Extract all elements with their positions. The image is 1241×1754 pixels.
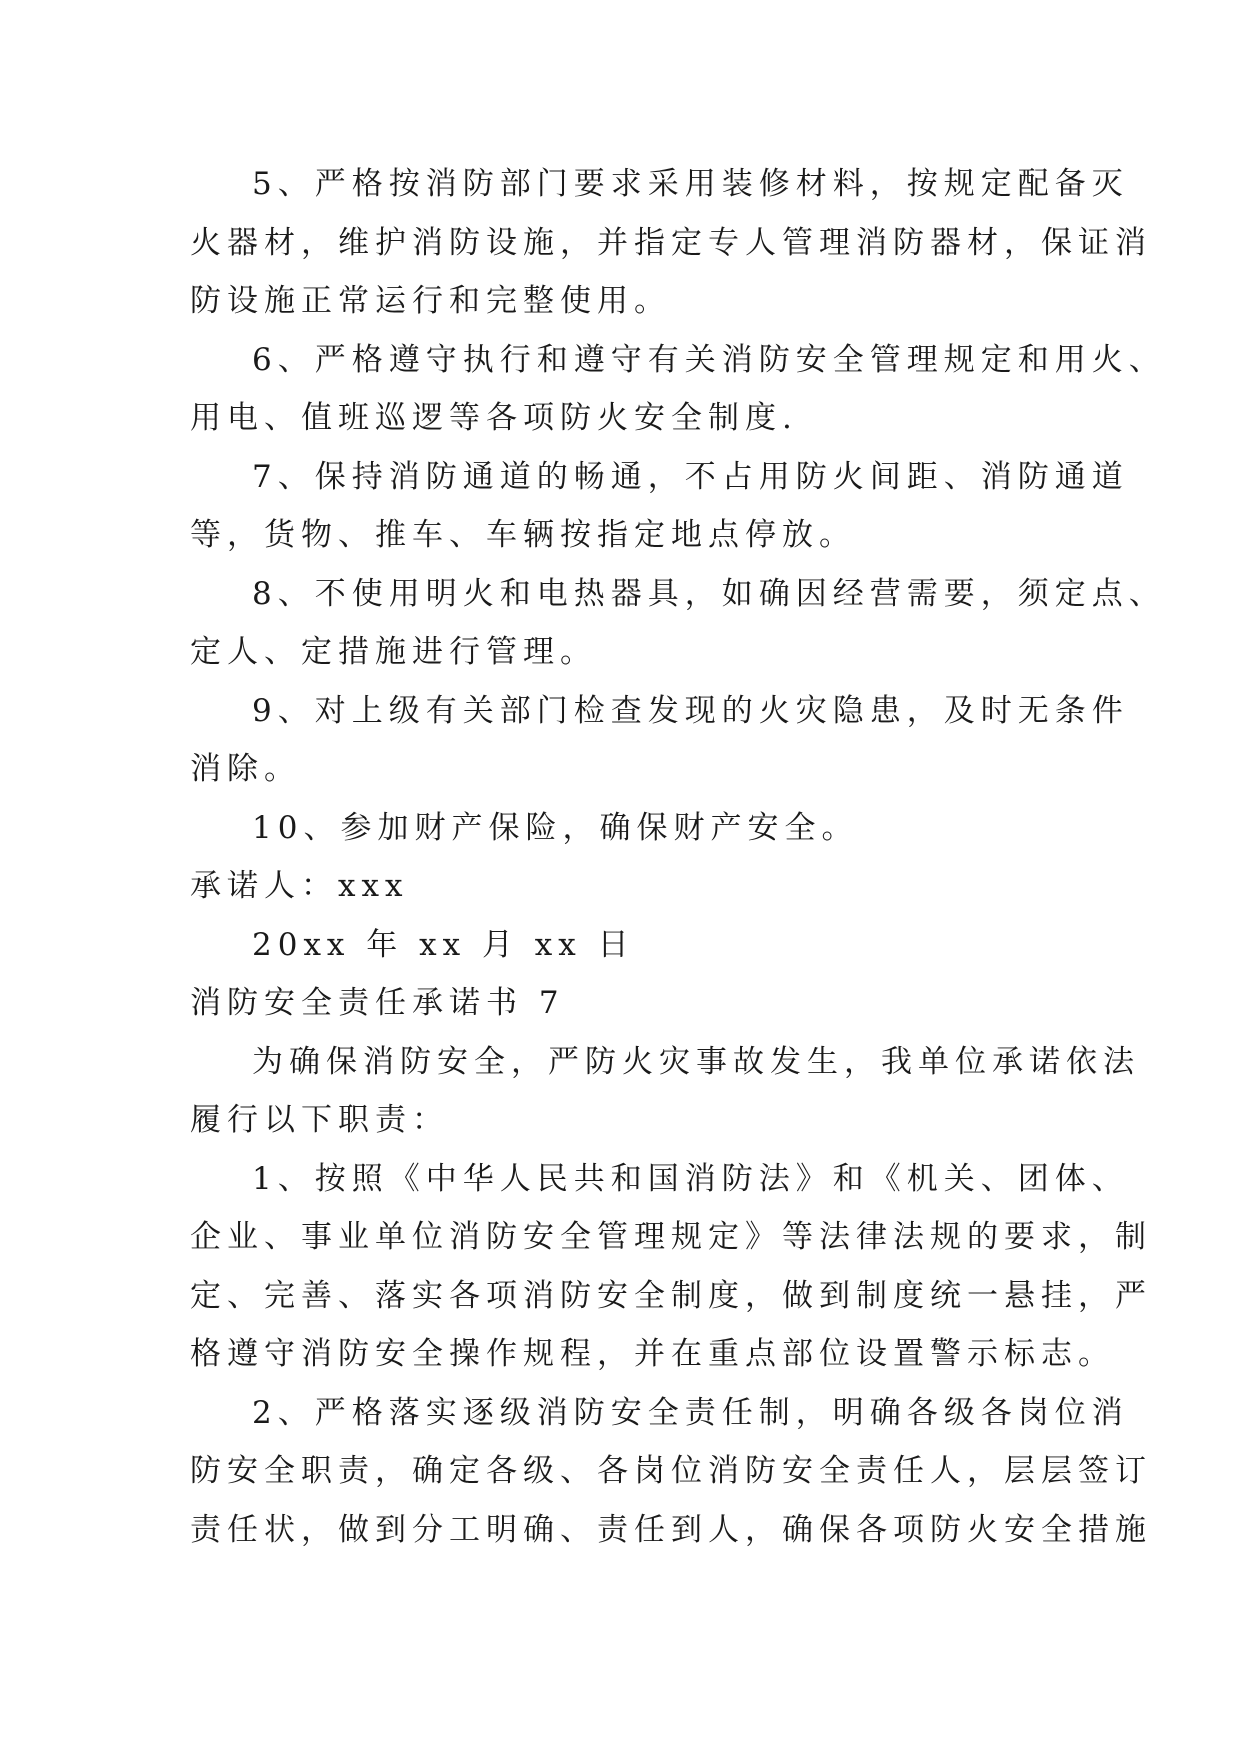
text-line: 9、对上级有关部门检查发现的火灾隐患，及时无条件 bbox=[252, 692, 1129, 729]
section-title: 消防安全责任承诺书 7 bbox=[190, 985, 565, 1021]
date-line: 20xx 年 xx 月 xx 日 bbox=[252, 926, 635, 963]
text-line: 定人、定措施进行管理。 bbox=[190, 634, 597, 670]
text-line: 责任状，做到分工明确、责任到人，确保各项防火安全措施 bbox=[190, 1511, 1152, 1548]
text-line: 防安全职责，确定各级、各岗位消防安全责任人，层层签订 bbox=[190, 1453, 1152, 1489]
text-line: 1、按照《中华人民共和国消防法》和《机关、团体、 bbox=[252, 1160, 1129, 1197]
text-line: 7、保持消防通道的畅通，不占用防火间距、消防通道 bbox=[252, 458, 1129, 495]
text-line: 防设施正常运行和完整使用。 bbox=[190, 283, 671, 319]
text-line: 10、参加财产保险，确保财产安全。 bbox=[252, 809, 859, 846]
text-line: 定、完善、落实各项消防安全制度，做到制度统一悬挂，严 bbox=[190, 1277, 1152, 1314]
text-line: 格遵守消防安全操作规程，并在重点部位设置警示标志。 bbox=[190, 1336, 1115, 1372]
text-line: 5、严格按消防部门要求采用装修材料，按规定配备灭 bbox=[252, 166, 1129, 202]
text-line: 2、严格落实逐级消防安全责任制，明确各级各岗位消 bbox=[252, 1394, 1129, 1431]
text-line: 为确保消防安全，严防火灾事故发生，我单位承诺依法 bbox=[252, 1043, 1140, 1080]
text-line: 火器材，维护消防设施，并指定专人管理消防器材，保证消 bbox=[190, 224, 1152, 261]
text-line: 8、不使用明火和电热器具，如确因经营需要，须定点、 bbox=[252, 575, 1166, 612]
text-line: 等，货物、推车、车辆按指定地点停放。 bbox=[190, 517, 856, 553]
text-line: 6、严格遵守执行和遵守有关消防安全管理规定和用火、 bbox=[252, 341, 1166, 378]
text-line: 履行以下职责： bbox=[190, 1102, 449, 1138]
promisor-line: 承诺人：xxx bbox=[190, 868, 409, 904]
text-line: 消除。 bbox=[190, 751, 301, 787]
document-body bbox=[190, 155, 1166, 1559]
text-line: 用电、值班巡逻等各项防火安全制度. bbox=[190, 400, 798, 436]
text-line: 企业、事业单位消防安全管理规定》等法律法规的要求，制 bbox=[190, 1219, 1152, 1255]
